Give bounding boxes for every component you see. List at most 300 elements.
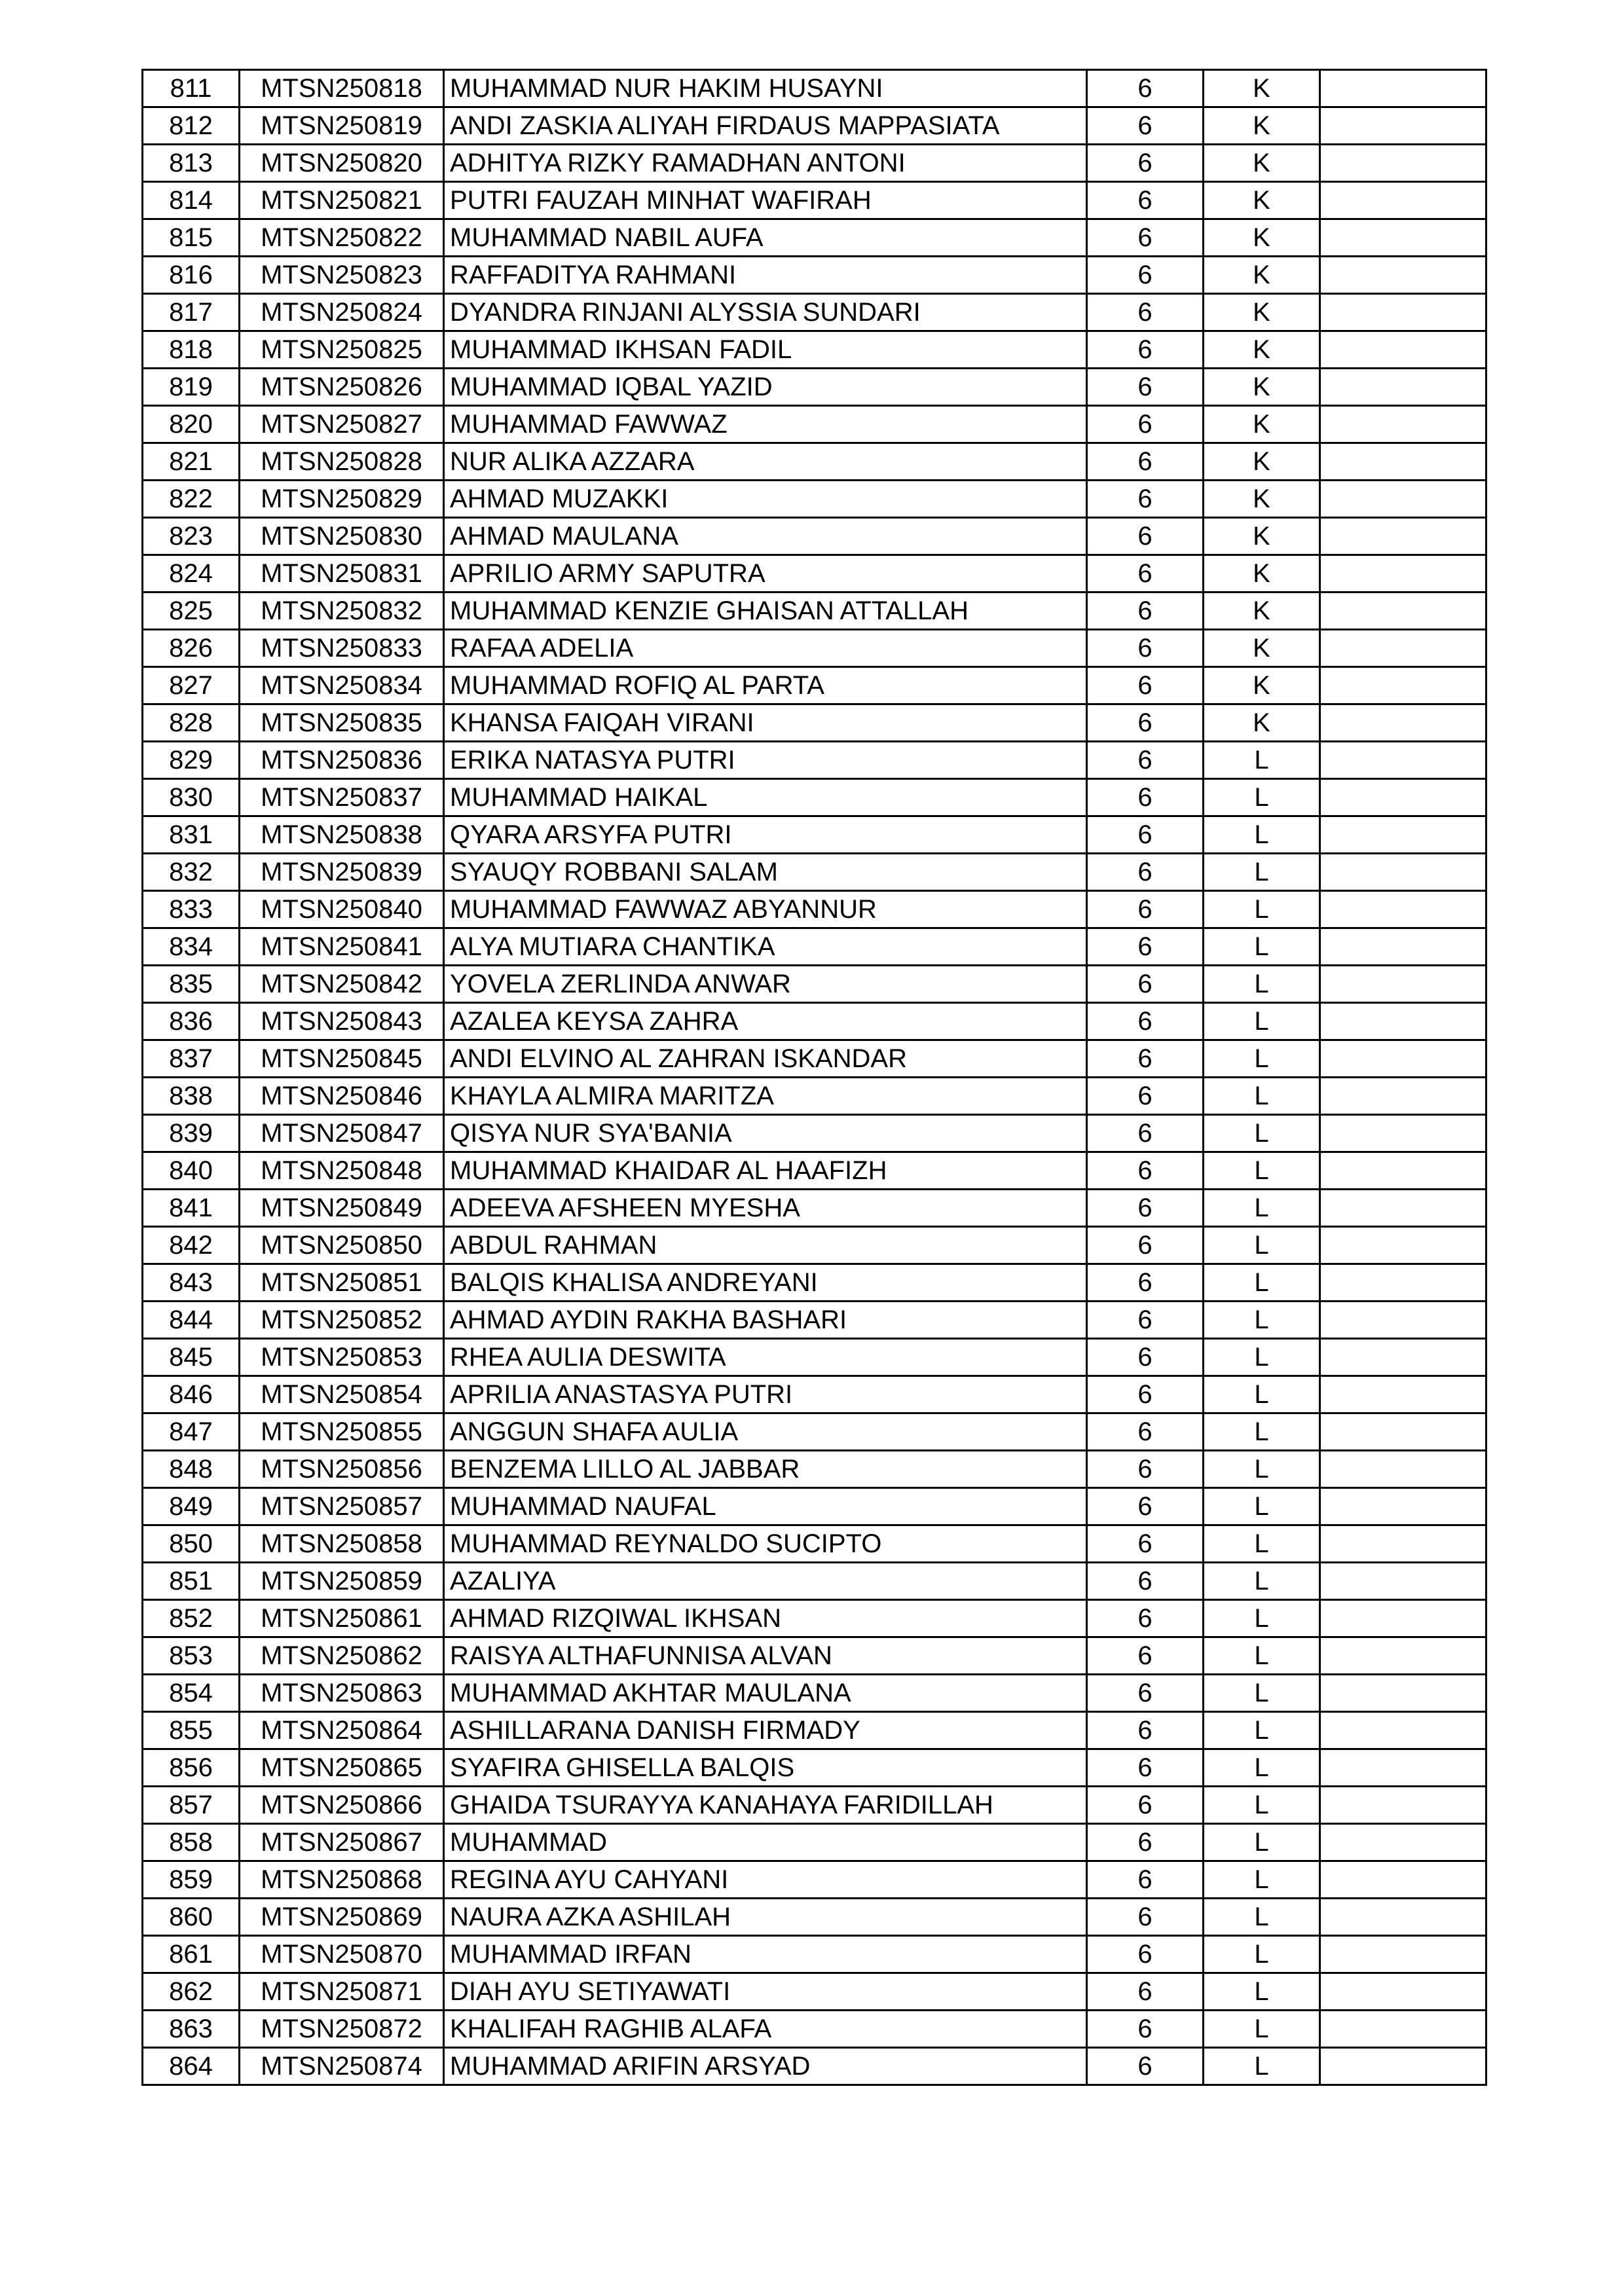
room-cell: L	[1204, 1824, 1320, 1861]
row-number-cell: 844	[143, 1302, 240, 1339]
room-cell: L	[1204, 1003, 1320, 1040]
note-cell	[1320, 70, 1486, 107]
grade-cell: 6	[1087, 294, 1204, 331]
table-row	[143, 257, 1486, 294]
table-row	[143, 1413, 1486, 1451]
student-id-cell: MTSN250835	[240, 704, 444, 742]
room-cell: L	[1204, 1152, 1320, 1190]
row-number-cell: 838	[143, 1078, 240, 1115]
row-number-cell: 829	[143, 742, 240, 779]
student-id-cell: MTSN250865	[240, 1749, 444, 1787]
student-id-cell: MTSN250872	[240, 2011, 444, 2048]
note-cell	[1320, 667, 1486, 704]
row-number-cell: 850	[143, 1525, 240, 1563]
note-cell	[1320, 1899, 1486, 1936]
student-name-cell: MUHAMMAD NUR HAKIM HUSAYNI	[444, 70, 1087, 107]
room-cell: L	[1204, 854, 1320, 891]
grade-cell: 6	[1087, 219, 1204, 257]
student-id-cell: MTSN250831	[240, 555, 444, 592]
row-number-cell: 819	[143, 369, 240, 406]
row-number-cell: 847	[143, 1413, 240, 1451]
student-id-cell: MTSN250852	[240, 1302, 444, 1339]
note-cell	[1320, 182, 1486, 219]
row-number-cell: 832	[143, 854, 240, 891]
grade-cell: 6	[1087, 1637, 1204, 1675]
row-number-cell: 834	[143, 928, 240, 966]
student-id-cell: MTSN250870	[240, 1936, 444, 1973]
room-cell: L	[1204, 1227, 1320, 1264]
grade-cell: 6	[1087, 369, 1204, 406]
table-row	[143, 2011, 1486, 2048]
grade-cell: 6	[1087, 1787, 1204, 1824]
grade-cell: 6	[1087, 966, 1204, 1003]
grade-cell: 6	[1087, 145, 1204, 182]
grade-cell: 6	[1087, 1488, 1204, 1525]
student-id-cell: MTSN250850	[240, 1227, 444, 1264]
room-cell: K	[1204, 331, 1320, 369]
row-number-cell: 851	[143, 1563, 240, 1600]
note-cell	[1320, 1190, 1486, 1227]
grade-cell: 6	[1087, 928, 1204, 966]
student-name-cell: ANDI ELVINO AL ZAHRAN ISKANDAR	[444, 1040, 1087, 1078]
room-cell: L	[1204, 1488, 1320, 1525]
row-number-cell: 841	[143, 1190, 240, 1227]
student-name-cell: MUHAMMAD IRFAN	[444, 1936, 1087, 1973]
student-id-cell: MTSN250854	[240, 1376, 444, 1413]
table-row	[143, 1563, 1486, 1600]
grade-cell: 6	[1087, 443, 1204, 481]
room-cell: L	[1204, 1040, 1320, 1078]
note-cell	[1320, 481, 1486, 518]
student-name-cell: AHMAD MAULANA	[444, 518, 1087, 555]
room-cell: L	[1204, 1563, 1320, 1600]
row-number-cell: 812	[143, 107, 240, 145]
row-number-cell: 817	[143, 294, 240, 331]
grade-cell: 6	[1087, 2011, 1204, 2048]
table-row	[143, 1152, 1486, 1190]
table-row	[143, 219, 1486, 257]
grade-cell: 6	[1087, 70, 1204, 107]
student-name-cell: ALYA MUTIARA CHANTIKA	[444, 928, 1087, 966]
room-cell: K	[1204, 70, 1320, 107]
note-cell	[1320, 1376, 1486, 1413]
student-id-cell: MTSN250830	[240, 518, 444, 555]
student-name-cell: MUHAMMAD KHAIDAR AL HAAFIZH	[444, 1152, 1087, 1190]
row-number-cell: 833	[143, 891, 240, 928]
room-cell: L	[1204, 1675, 1320, 1712]
room-cell: L	[1204, 928, 1320, 966]
row-number-cell: 839	[143, 1115, 240, 1152]
student-id-cell: MTSN250834	[240, 667, 444, 704]
student-name-cell: MUHAMMAD FAWWAZ ABYANNUR	[444, 891, 1087, 928]
grade-cell: 6	[1087, 1973, 1204, 2011]
room-cell: K	[1204, 704, 1320, 742]
room-cell: K	[1204, 630, 1320, 667]
student-name-cell: QISYA NUR SYA'BANIA	[444, 1115, 1087, 1152]
student-name-cell: BALQIS KHALISA ANDREYANI	[444, 1264, 1087, 1302]
note-cell	[1320, 1787, 1486, 1824]
student-name-cell: MUHAMMAD KENZIE GHAISAN ATTALLAH	[444, 592, 1087, 630]
room-cell: L	[1204, 1376, 1320, 1413]
student-id-cell: MTSN250818	[240, 70, 444, 107]
table-row	[143, 1040, 1486, 1078]
note-cell	[1320, 1600, 1486, 1637]
student-name-cell: DIAH AYU SETIYAWATI	[444, 1973, 1087, 2011]
grade-cell: 6	[1087, 1861, 1204, 1899]
table-row	[143, 1600, 1486, 1637]
row-number-cell: 843	[143, 1264, 240, 1302]
table-row	[143, 630, 1486, 667]
room-cell: K	[1204, 369, 1320, 406]
row-number-cell: 835	[143, 966, 240, 1003]
grade-cell: 6	[1087, 1003, 1204, 1040]
room-cell: K	[1204, 481, 1320, 518]
room-cell: L	[1204, 1936, 1320, 1973]
student-name-cell: DYANDRA RINJANI ALYSSIA SUNDARI	[444, 294, 1087, 331]
student-id-cell: MTSN250856	[240, 1451, 444, 1488]
room-cell: K	[1204, 555, 1320, 592]
table-row	[143, 854, 1486, 891]
note-cell	[1320, 518, 1486, 555]
note-cell	[1320, 331, 1486, 369]
student-id-cell: MTSN250853	[240, 1339, 444, 1376]
row-number-cell: 863	[143, 2011, 240, 2048]
student-name-cell: REGINA AYU CAHYANI	[444, 1861, 1087, 1899]
grade-cell: 6	[1087, 481, 1204, 518]
note-cell	[1320, 928, 1486, 966]
room-cell: L	[1204, 1115, 1320, 1152]
note-cell	[1320, 257, 1486, 294]
note-cell	[1320, 1525, 1486, 1563]
room-cell: K	[1204, 182, 1320, 219]
note-cell	[1320, 1264, 1486, 1302]
student-name-cell: AHMAD AYDIN RAKHA BASHARI	[444, 1302, 1087, 1339]
student-name-cell: AHMAD MUZAKKI	[444, 481, 1087, 518]
student-id-cell: MTSN250845	[240, 1040, 444, 1078]
student-id-cell: MTSN250823	[240, 257, 444, 294]
note-cell	[1320, 1824, 1486, 1861]
table-row	[143, 1190, 1486, 1227]
row-number-cell: 827	[143, 667, 240, 704]
grade-cell: 6	[1087, 1600, 1204, 1637]
student-name-cell: MUHAMMAD IQBAL YAZID	[444, 369, 1087, 406]
student-name-cell: MUHAMMAD ROFIQ AL PARTA	[444, 667, 1087, 704]
grade-cell: 6	[1087, 518, 1204, 555]
student-id-cell: MTSN250863	[240, 1675, 444, 1712]
student-id-cell: MTSN250825	[240, 331, 444, 369]
student-id-cell: MTSN250821	[240, 182, 444, 219]
row-number-cell: 821	[143, 443, 240, 481]
student-name-cell: ERIKA NATASYA PUTRI	[444, 742, 1087, 779]
grade-cell: 6	[1087, 1190, 1204, 1227]
grade-cell: 6	[1087, 816, 1204, 854]
student-id-cell: MTSN250824	[240, 294, 444, 331]
table-row	[143, 1078, 1486, 1115]
room-cell: K	[1204, 518, 1320, 555]
row-number-cell: 820	[143, 406, 240, 443]
note-cell	[1320, 630, 1486, 667]
student-id-cell: MTSN250851	[240, 1264, 444, 1302]
row-number-cell: 822	[143, 481, 240, 518]
student-id-cell: MTSN250848	[240, 1152, 444, 1190]
table-row	[143, 1451, 1486, 1488]
note-cell	[1320, 1936, 1486, 1973]
table-row	[143, 1339, 1486, 1376]
note-cell	[1320, 1749, 1486, 1787]
grade-cell: 6	[1087, 2048, 1204, 2085]
room-cell: L	[1204, 1712, 1320, 1749]
table-row	[143, 1899, 1486, 1936]
student-id-cell: MTSN250862	[240, 1637, 444, 1675]
roster-body	[143, 70, 1486, 2085]
note-cell	[1320, 1115, 1486, 1152]
grade-cell: 6	[1087, 742, 1204, 779]
note-cell	[1320, 1003, 1486, 1040]
row-number-cell: 854	[143, 1675, 240, 1712]
table-row	[143, 2048, 1486, 2085]
row-number-cell: 828	[143, 704, 240, 742]
student-id-cell: MTSN250841	[240, 928, 444, 966]
grade-cell: 6	[1087, 1078, 1204, 1115]
table-row	[143, 70, 1486, 107]
note-cell	[1320, 1152, 1486, 1190]
table-row	[143, 1973, 1486, 2011]
row-number-cell: 814	[143, 182, 240, 219]
room-cell: L	[1204, 1600, 1320, 1637]
room-cell: L	[1204, 779, 1320, 816]
student-id-cell: MTSN250840	[240, 891, 444, 928]
note-cell	[1320, 1302, 1486, 1339]
room-cell: L	[1204, 816, 1320, 854]
student-id-cell: MTSN250866	[240, 1787, 444, 1824]
note-cell	[1320, 2048, 1486, 2085]
room-cell: L	[1204, 1264, 1320, 1302]
grade-cell: 6	[1087, 1152, 1204, 1190]
table-row	[143, 406, 1486, 443]
note-cell	[1320, 443, 1486, 481]
table-row	[143, 518, 1486, 555]
student-name-cell: MUHAMMAD NABIL AUFA	[444, 219, 1087, 257]
grade-cell: 6	[1087, 1824, 1204, 1861]
note-cell	[1320, 1488, 1486, 1525]
grade-cell: 6	[1087, 704, 1204, 742]
student-id-cell: MTSN250843	[240, 1003, 444, 1040]
table-row	[143, 891, 1486, 928]
student-id-cell: MTSN250838	[240, 816, 444, 854]
note-cell	[1320, 219, 1486, 257]
note-cell	[1320, 555, 1486, 592]
row-number-cell: 856	[143, 1749, 240, 1787]
grade-cell: 6	[1087, 891, 1204, 928]
note-cell	[1320, 1413, 1486, 1451]
grade-cell: 6	[1087, 1451, 1204, 1488]
room-cell: K	[1204, 219, 1320, 257]
room-cell: K	[1204, 667, 1320, 704]
grade-cell: 6	[1087, 1749, 1204, 1787]
grade-cell: 6	[1087, 1712, 1204, 1749]
student-name-cell: GHAIDA TSURAYYA KANAHAYA FARIDILLAH	[444, 1787, 1087, 1824]
room-cell: L	[1204, 1451, 1320, 1488]
grade-cell: 6	[1087, 107, 1204, 145]
room-cell: L	[1204, 1525, 1320, 1563]
student-name-cell: ADHITYA RIZKY RAMADHAN ANTONI	[444, 145, 1087, 182]
student-name-cell: APRILIO ARMY SAPUTRA	[444, 555, 1087, 592]
table-row	[143, 1302, 1486, 1339]
student-id-cell: MTSN250857	[240, 1488, 444, 1525]
table-row	[143, 928, 1486, 966]
row-number-cell: 842	[143, 1227, 240, 1264]
grade-cell: 6	[1087, 257, 1204, 294]
room-cell: L	[1204, 1899, 1320, 1936]
student-name-cell: MUHAMMAD REYNALDO SUCIPTO	[444, 1525, 1087, 1563]
grade-cell: 6	[1087, 1227, 1204, 1264]
table-row	[143, 1264, 1486, 1302]
student-id-cell: MTSN250867	[240, 1824, 444, 1861]
room-cell: L	[1204, 1302, 1320, 1339]
grade-cell: 6	[1087, 592, 1204, 630]
row-number-cell: 830	[143, 779, 240, 816]
row-number-cell: 848	[143, 1451, 240, 1488]
note-cell	[1320, 1040, 1486, 1078]
grade-cell: 6	[1087, 1413, 1204, 1451]
grade-cell: 6	[1087, 667, 1204, 704]
row-number-cell: 811	[143, 70, 240, 107]
row-number-cell: 826	[143, 630, 240, 667]
student-id-cell: MTSN250869	[240, 1899, 444, 1936]
student-id-cell: MTSN250820	[240, 145, 444, 182]
room-cell: L	[1204, 1861, 1320, 1899]
note-cell	[1320, 107, 1486, 145]
grade-cell: 6	[1087, 182, 1204, 219]
student-name-cell: MUHAMMAD FAWWAZ	[444, 406, 1087, 443]
note-cell	[1320, 1339, 1486, 1376]
room-cell: K	[1204, 443, 1320, 481]
table-row	[143, 1488, 1486, 1525]
student-name-cell: RAFAA ADELIA	[444, 630, 1087, 667]
grade-cell: 6	[1087, 1339, 1204, 1376]
student-name-cell: QYARA ARSYFA PUTRI	[444, 816, 1087, 854]
table-row	[143, 816, 1486, 854]
table-row	[143, 443, 1486, 481]
student-name-cell: SYAFIRA GHISELLA BALQIS	[444, 1749, 1087, 1787]
room-cell: L	[1204, 1078, 1320, 1115]
room-cell: L	[1204, 1637, 1320, 1675]
row-number-cell: 831	[143, 816, 240, 854]
student-name-cell: AZALEA KEYSA ZAHRA	[444, 1003, 1087, 1040]
grade-cell: 6	[1087, 1675, 1204, 1712]
student-name-cell: AZALIYA	[444, 1563, 1087, 1600]
note-cell	[1320, 1637, 1486, 1675]
grade-cell: 6	[1087, 1040, 1204, 1078]
row-number-cell: 855	[143, 1712, 240, 1749]
student-name-cell: ABDUL RAHMAN	[444, 1227, 1087, 1264]
row-number-cell: 860	[143, 1899, 240, 1936]
grade-cell: 6	[1087, 1376, 1204, 1413]
student-id-cell: MTSN250836	[240, 742, 444, 779]
row-number-cell: 837	[143, 1040, 240, 1078]
table-row	[143, 704, 1486, 742]
row-number-cell: 824	[143, 555, 240, 592]
note-cell	[1320, 1675, 1486, 1712]
grade-cell: 6	[1087, 331, 1204, 369]
grade-cell: 6	[1087, 1563, 1204, 1600]
student-name-cell: ANGGUN SHAFA AULIA	[444, 1413, 1087, 1451]
room-cell: K	[1204, 294, 1320, 331]
table-row	[143, 779, 1486, 816]
student-name-cell: MUHAMMAD AKHTAR MAULANA	[444, 1675, 1087, 1712]
row-number-cell: 853	[143, 1637, 240, 1675]
student-id-cell: MTSN250868	[240, 1861, 444, 1899]
student-id-cell: MTSN250829	[240, 481, 444, 518]
note-cell	[1320, 592, 1486, 630]
table-row	[143, 1712, 1486, 1749]
note-cell	[1320, 704, 1486, 742]
note-cell	[1320, 294, 1486, 331]
student-id-cell: MTSN250861	[240, 1600, 444, 1637]
student-name-cell: RAISYA ALTHAFUNNISA ALVAN	[444, 1637, 1087, 1675]
grade-cell: 6	[1087, 1115, 1204, 1152]
student-id-cell: MTSN250839	[240, 854, 444, 891]
roster-table	[141, 69, 1487, 2086]
student-name-cell: KHANSA FAIQAH VIRANI	[444, 704, 1087, 742]
table-row	[143, 742, 1486, 779]
student-name-cell: YOVELA ZERLINDA ANWAR	[444, 966, 1087, 1003]
note-cell	[1320, 742, 1486, 779]
grade-cell: 6	[1087, 406, 1204, 443]
row-number-cell: 818	[143, 331, 240, 369]
row-number-cell: 836	[143, 1003, 240, 1040]
room-cell: K	[1204, 257, 1320, 294]
table-row	[143, 1115, 1486, 1152]
table-row	[143, 145, 1486, 182]
note-cell	[1320, 1973, 1486, 2011]
student-id-cell: MTSN250827	[240, 406, 444, 443]
student-id-cell: MTSN250874	[240, 2048, 444, 2085]
student-id-cell: MTSN250871	[240, 1973, 444, 2011]
student-name-cell: PUTRI FAUZAH MINHAT WAFIRAH	[444, 182, 1087, 219]
row-number-cell: 825	[143, 592, 240, 630]
table-row	[143, 1227, 1486, 1264]
room-cell: K	[1204, 107, 1320, 145]
row-number-cell: 857	[143, 1787, 240, 1824]
row-number-cell: 849	[143, 1488, 240, 1525]
room-cell: L	[1204, 1973, 1320, 2011]
table-row	[143, 1376, 1486, 1413]
note-cell	[1320, 816, 1486, 854]
row-number-cell: 864	[143, 2048, 240, 2085]
student-name-cell: RAFFADITYA RAHMANI	[444, 257, 1087, 294]
student-name-cell: MUHAMMAD	[444, 1824, 1087, 1861]
student-id-cell: MTSN250819	[240, 107, 444, 145]
row-number-cell: 862	[143, 1973, 240, 2011]
table-row	[143, 1824, 1486, 1861]
student-id-cell: MTSN250828	[240, 443, 444, 481]
table-row	[143, 592, 1486, 630]
note-cell	[1320, 1078, 1486, 1115]
row-number-cell: 861	[143, 1936, 240, 1973]
note-cell	[1320, 1563, 1486, 1600]
student-id-cell: MTSN250826	[240, 369, 444, 406]
note-cell	[1320, 779, 1486, 816]
table-row	[143, 1675, 1486, 1712]
note-cell	[1320, 145, 1486, 182]
student-name-cell: KHAYLA ALMIRA MARITZA	[444, 1078, 1087, 1115]
table-row	[143, 1787, 1486, 1824]
note-cell	[1320, 1451, 1486, 1488]
room-cell: L	[1204, 1339, 1320, 1376]
table-row	[143, 369, 1486, 406]
table-row	[143, 555, 1486, 592]
